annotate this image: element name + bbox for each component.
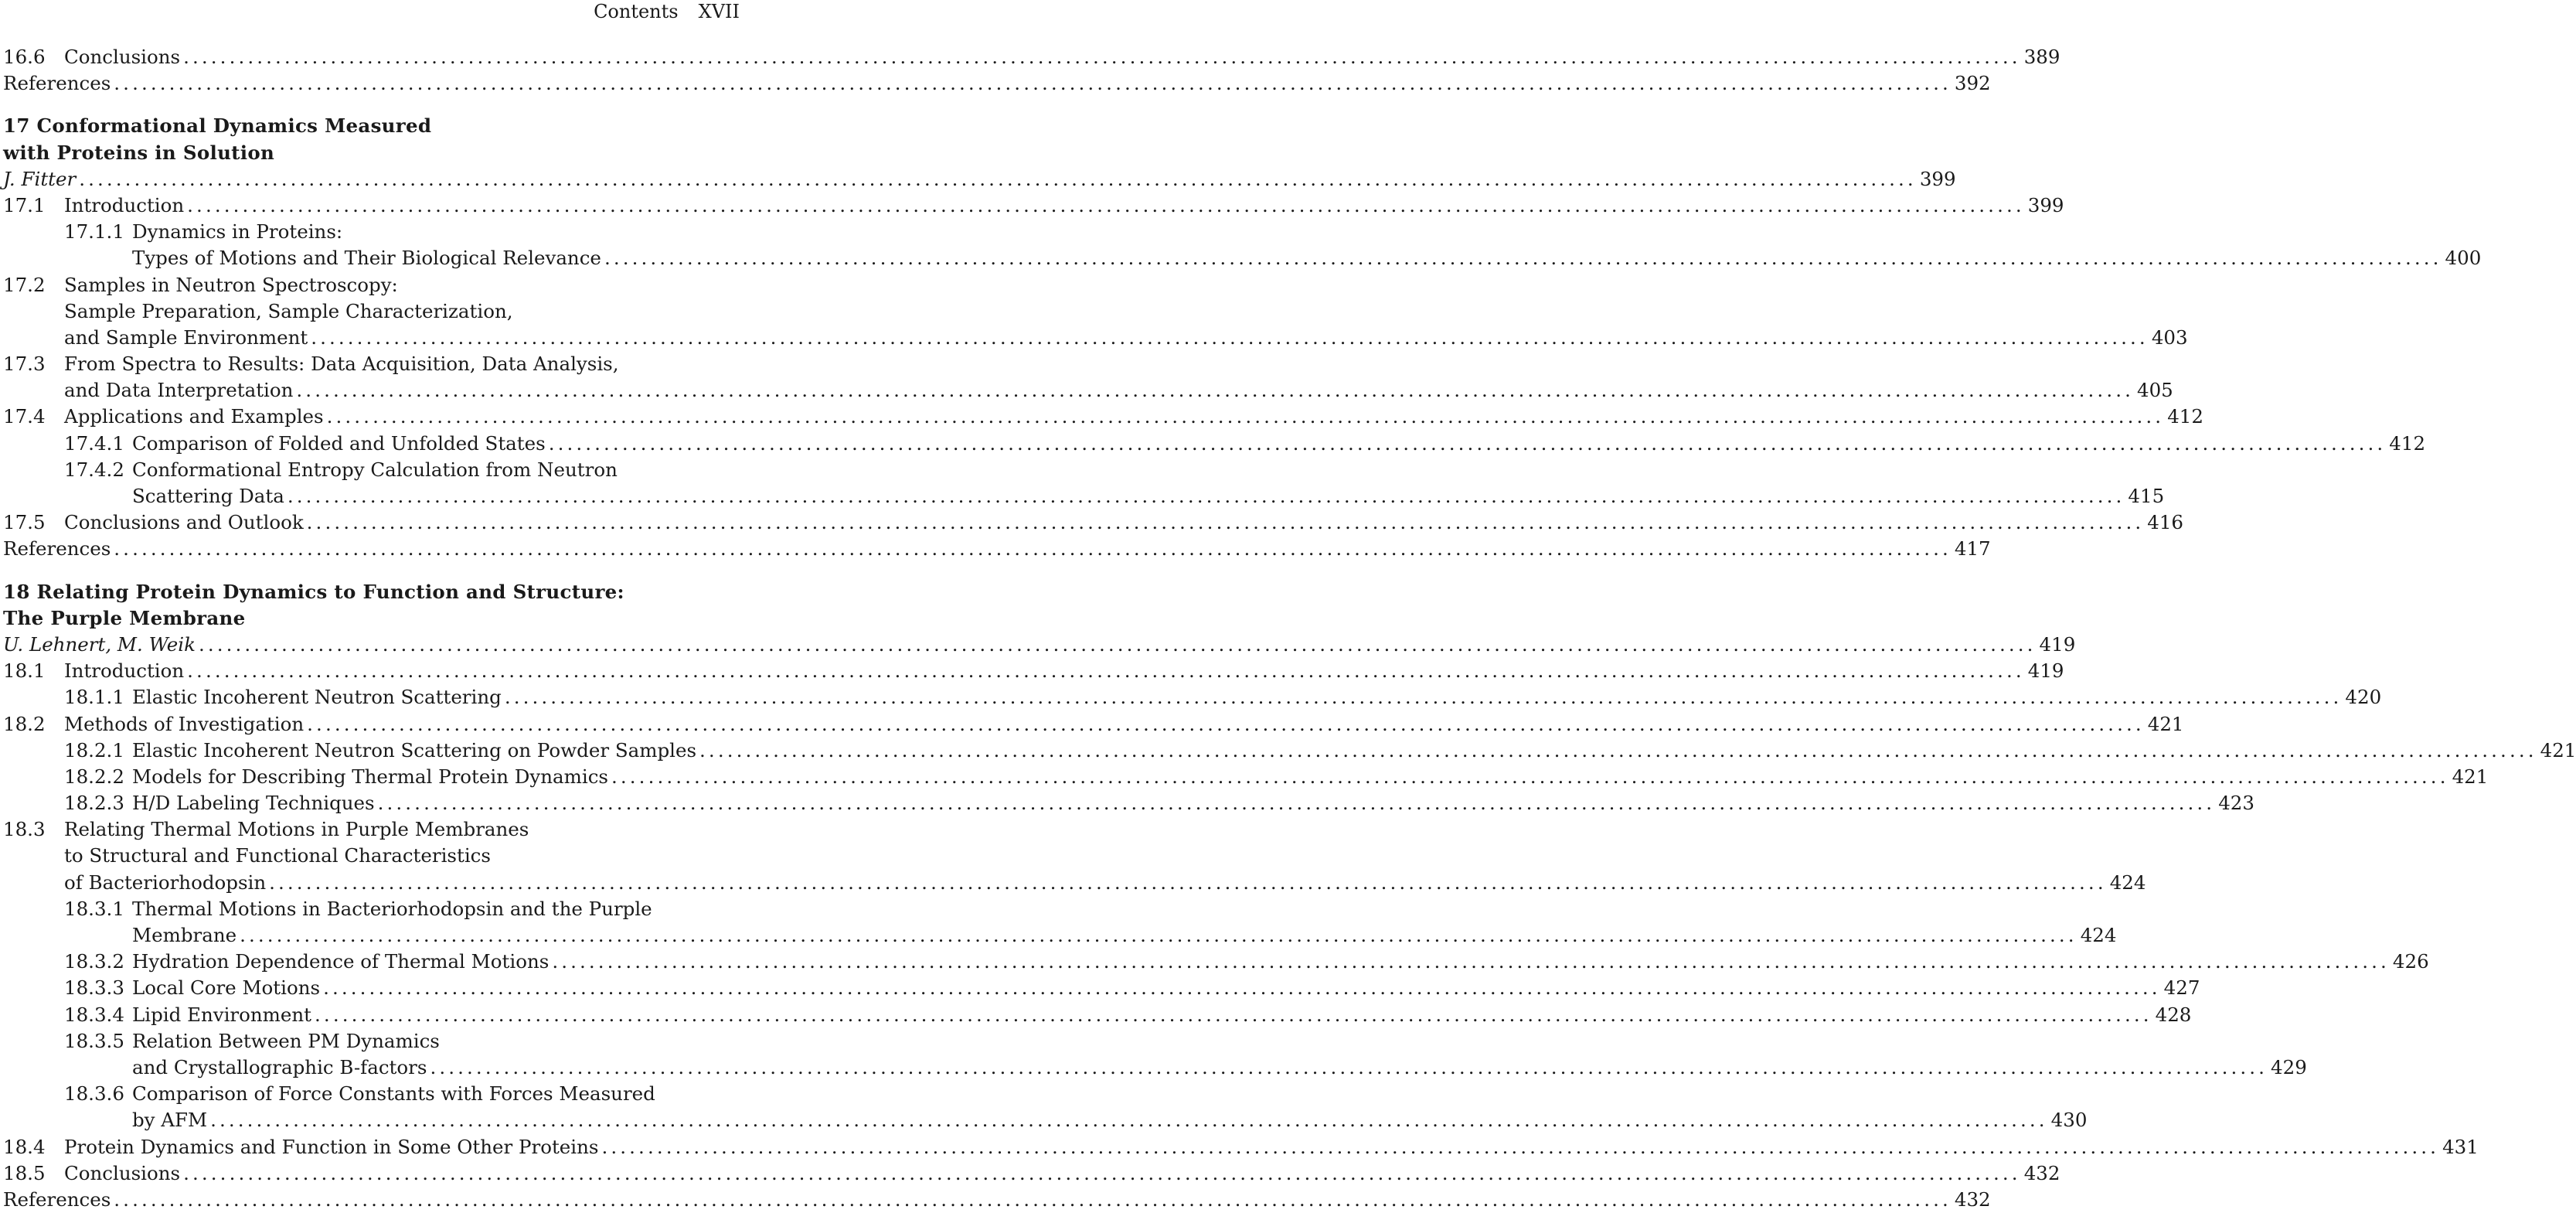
- running-header-title: Contents: [594, 1, 679, 22]
- table-of-contents: [3, 44, 2576, 1213]
- section-number: 18.2.1: [64, 738, 124, 762]
- dot-leader: ........................................................................................................................................................................................................: [183, 1161, 2021, 1184]
- toc-entry[interactable]: [3, 922, 2117, 949]
- toc-entry[interactable]: [3, 325, 2188, 351]
- page-number: 428: [2155, 1003, 2192, 1026]
- entry-title: Relating Thermal Motions in Purple Membranes: [64, 818, 529, 841]
- toc-entry[interactable]: [3, 658, 2064, 684]
- dot-leader: ........................................................................................................................................................................................................: [326, 405, 2165, 428]
- section-number: 18.3.4: [64, 1003, 124, 1026]
- section-number: 18.3: [3, 818, 46, 841]
- section-number: 18.4: [3, 1135, 46, 1158]
- page-number: 432: [2023, 1161, 2060, 1184]
- toc-entry-line[interactable]: [3, 1081, 740, 1107]
- toc-entry[interactable]: [3, 1002, 2192, 1028]
- toc-entry[interactable]: [3, 684, 2382, 710]
- entry-title: Types of Motions and Their Biological Relevance: [132, 247, 601, 270]
- page-number: 389: [2023, 46, 2060, 68]
- toc-entry[interactable]: [3, 738, 2576, 764]
- running-header: [0, 0, 740, 23]
- entry-title: Models for Describing Thermal Protein Dynamics: [132, 765, 609, 788]
- page-number: 405: [2137, 379, 2173, 402]
- page-number: 417: [1954, 537, 1991, 561]
- dot-leader: ........................................................................................................................................................................................................: [504, 686, 2343, 709]
- page-number: 424: [2109, 871, 2146, 894]
- page-number: 421: [2540, 738, 2576, 762]
- entry-title: Samples in Neutron Spectroscopy:: [64, 273, 398, 296]
- entry-title: H/D Labeling Techniques: [132, 792, 375, 815]
- page-number: 403: [2151, 325, 2188, 349]
- entry-title: Sample Preparation, Sample Characterization,: [64, 299, 513, 322]
- dot-leader: ........................................................................................................................................................................................................: [548, 431, 2387, 455]
- page-number: 400: [2445, 247, 2482, 270]
- page-number: 421: [2452, 765, 2489, 788]
- toc-entry[interactable]: [3, 483, 2165, 509]
- section-number: 18.3.2: [64, 950, 124, 973]
- entry-title: of Bacteriorhodopsin: [64, 871, 267, 894]
- toc-entry[interactable]: [3, 711, 2184, 738]
- entry-title: Comparison of Folded and Unfolded States: [132, 431, 546, 455]
- dot-leader: ........................................................................................................................................................................................................: [183, 46, 2021, 68]
- toc-entry[interactable]: [3, 377, 2173, 404]
- entry-title: Protein Dynamics and Function in Some Other Proteins: [64, 1135, 599, 1158]
- entry-title: Scattering Data: [132, 485, 284, 507]
- toc-entry[interactable]: [3, 790, 2254, 816]
- page-number: 431: [2442, 1135, 2479, 1158]
- dot-leader: ........................................................................................................................................................................................................: [604, 247, 2442, 270]
- page-number: 430: [2050, 1109, 2088, 1132]
- toc-entry[interactable]: [3, 193, 2064, 219]
- section-number: 18.5: [3, 1161, 46, 1184]
- dot-leader: ........................................................................................................................................................................................................: [296, 379, 2134, 402]
- page-number: 419: [2039, 632, 2076, 656]
- dot-leader: ........................................................................................................................................................................................................: [114, 72, 1952, 95]
- toc-entry[interactable]: [3, 536, 1991, 562]
- entry-title: Comparison of Force Constants with Forces Measured: [132, 1082, 655, 1106]
- dot-leader: ........................................................................................................................................................................................................: [187, 193, 2025, 216]
- toc-entry[interactable]: [3, 431, 2426, 457]
- dot-leader: ........................................................................................................................................................................................................: [601, 1135, 2440, 1158]
- section-number: 18.3.5: [64, 1029, 124, 1052]
- page-number: 429: [2271, 1055, 2307, 1078]
- section-number: 17.4.2: [64, 458, 124, 481]
- toc-entry[interactable]: [3, 1134, 2479, 1160]
- dot-leader: ........................................................................................................................................................................................................: [269, 871, 2107, 894]
- page-number: 420: [2345, 686, 2382, 709]
- toc-entry-line[interactable]: [3, 219, 740, 245]
- toc-entry[interactable]: [3, 509, 2184, 536]
- section-number: 17.3: [3, 353, 46, 376]
- section-number: 17.4: [3, 405, 46, 428]
- entry-title: Conclusions and Outlook: [64, 511, 304, 534]
- entry-title: Relation Between PM Dynamics: [132, 1029, 440, 1052]
- page-number: 399: [1919, 167, 1956, 190]
- dot-leader: ........................................................................................................................................................................................................: [315, 1003, 2152, 1026]
- toc-entry[interactable]: [3, 70, 1991, 97]
- dot-leader: ........................................................................................................................................................................................................: [430, 1055, 2268, 1078]
- dot-leader: ........................................................................................................................................................................................................: [198, 632, 2037, 656]
- entry-title: Membrane: [132, 924, 237, 946]
- toc-entry[interactable]: [3, 44, 2060, 70]
- toc-entry[interactable]: [3, 949, 2429, 975]
- toc-entry[interactable]: [3, 1160, 2060, 1187]
- dot-leader: ........................................................................................................................................................................................................: [210, 1109, 2048, 1132]
- entry-title: Local Core Motions: [132, 976, 321, 1000]
- toc-entry[interactable]: [3, 404, 2203, 430]
- dot-leader: ........................................................................................................................................................................................................: [79, 167, 1917, 190]
- section-number: 18.2.2: [64, 765, 124, 788]
- entry-title: Introduction: [64, 193, 185, 216]
- dot-leader: ........................................................................................................................................................................................................: [114, 537, 1952, 561]
- toc-entry[interactable]: [3, 166, 1956, 193]
- entry-title: Lipid Environment: [132, 1003, 312, 1026]
- page-number: 399: [2027, 193, 2064, 216]
- toc-entry-line[interactable]: [3, 272, 740, 298]
- page-number: 426: [2392, 950, 2429, 973]
- toc-entry-line[interactable]: [3, 896, 740, 922]
- toc-entry-line[interactable]: [3, 816, 740, 843]
- dot-leader: ........................................................................................................................................................................................................: [323, 976, 2161, 1000]
- dot-leader: ........................................................................................................................................................................................................: [287, 485, 2125, 507]
- section-number: 18.3.1: [64, 897, 124, 920]
- entry-title: Thermal Motions in Bacteriorhodopsin and the Purple: [132, 897, 652, 920]
- section-number: 18.2.3: [64, 792, 124, 815]
- entry-title: and Sample Environment: [64, 325, 308, 349]
- dot-leader: ........................................................................................................................................................................................................: [240, 924, 2077, 946]
- page-number: 427: [2163, 976, 2200, 1000]
- chapter-title[interactable]: The Purple Membrane: [3, 606, 246, 629]
- entry-title: to Structural and Functional Characteristics: [64, 844, 491, 867]
- chapter-author: U. Lehnert, M. Weik: [3, 632, 196, 656]
- dot-leader: ........................................................................................................................................................................................................: [311, 325, 2149, 349]
- toc-entry[interactable]: [3, 764, 2489, 790]
- toc-entry-line[interactable]: [3, 843, 740, 869]
- running-header-page-number: XVII: [698, 1, 740, 22]
- page-number: 415: [2128, 485, 2165, 507]
- dot-leader: ........................................................................................................................................................................................................: [552, 950, 2390, 973]
- section-number: 18.3.3: [64, 976, 124, 1000]
- chapter-author: J. Fitter: [3, 167, 77, 190]
- chapter-title[interactable]: 17 Conformational Dynamics Measured: [3, 114, 432, 138]
- entry-title: Conformational Entropy Calculation from Neutron: [132, 458, 618, 481]
- chapter-title[interactable]: 18 Relating Protein Dynamics to Function and Structure:: [3, 580, 624, 603]
- entry-title: Dynamics in Proteins:: [132, 220, 343, 244]
- page-number: 421: [2147, 712, 2184, 735]
- dot-leader: ........................................................................................................................................................................................................: [114, 1187, 1952, 1211]
- toc-entry[interactable]: [3, 632, 2076, 658]
- entry-title: Introduction: [64, 659, 185, 683]
- page-number: 412: [2167, 405, 2203, 428]
- toc-entry[interactable]: [3, 870, 2146, 896]
- toc-entry[interactable]: [3, 1107, 2088, 1133]
- entry-title: References: [3, 537, 111, 561]
- entry-title: Elastic Incoherent Neutron Scattering: [132, 686, 502, 709]
- toc-entry-line[interactable]: [3, 351, 740, 377]
- toc-entry-line[interactable]: [3, 1028, 740, 1055]
- section-number: 18.2: [3, 712, 46, 735]
- section-number: 17.2: [3, 273, 46, 296]
- section-number: 17.5: [3, 511, 46, 534]
- dot-leader: ........................................................................................................................................................................................................: [306, 511, 2145, 534]
- entry-title: Conclusions: [64, 1161, 181, 1184]
- toc-entry-line[interactable]: [3, 298, 740, 325]
- toc-entry[interactable]: [3, 1055, 2307, 1081]
- entry-title: References: [3, 1187, 111, 1211]
- entry-title: From Spectra to Results: Data Acquisition, Data Analysis,: [64, 353, 619, 376]
- section-number: 16.6: [3, 46, 46, 68]
- entry-title: and Data Interpretation: [64, 379, 294, 402]
- section-number: 17.1: [3, 193, 46, 216]
- toc-entry-line[interactable]: [3, 457, 740, 483]
- entry-title: References: [3, 72, 111, 95]
- dot-leader: ........................................................................................................................................................................................................: [699, 738, 2537, 762]
- entry-title: Methods of Investigation: [64, 712, 305, 735]
- toc-entry[interactable]: [3, 975, 2200, 1001]
- entry-title: Elastic Incoherent Neutron Scattering on Powder Samples: [132, 738, 697, 762]
- dot-leader: ........................................................................................................................................................................................................: [307, 712, 2145, 735]
- page-number: 424: [2080, 924, 2117, 946]
- section-number: 18.3.6: [64, 1082, 124, 1106]
- entry-title: Hydration Dependence of Thermal Motions: [132, 950, 550, 973]
- page-number: 423: [2218, 792, 2254, 815]
- page-number: 432: [1954, 1187, 1991, 1211]
- entry-title: by AFM: [132, 1109, 208, 1132]
- entry-title: Applications and Examples: [64, 405, 324, 428]
- dot-leader: ........................................................................................................................................................................................................: [377, 792, 2216, 815]
- page-number: 412: [2389, 431, 2426, 455]
- page-number: 419: [2027, 659, 2064, 683]
- entry-title: Conclusions: [64, 46, 181, 68]
- section-number: 17.1.1: [64, 220, 124, 244]
- chapter-title[interactable]: with Proteins in Solution: [3, 141, 275, 164]
- entry-title: and Crystallographic B-factors: [132, 1055, 427, 1078]
- dot-leader: ........................................................................................................................................................................................................: [611, 765, 2449, 788]
- toc-entry[interactable]: [3, 245, 2482, 271]
- toc-entry[interactable]: [3, 1187, 1991, 1213]
- dot-leader: ........................................................................................................................................................................................................: [187, 659, 2025, 683]
- section-number: 17.4.1: [64, 431, 124, 455]
- page-number: 416: [2147, 511, 2184, 534]
- section-number: 18.1.1: [64, 686, 124, 709]
- page-number: 392: [1954, 72, 1991, 95]
- section-number: 18.1: [3, 659, 46, 683]
